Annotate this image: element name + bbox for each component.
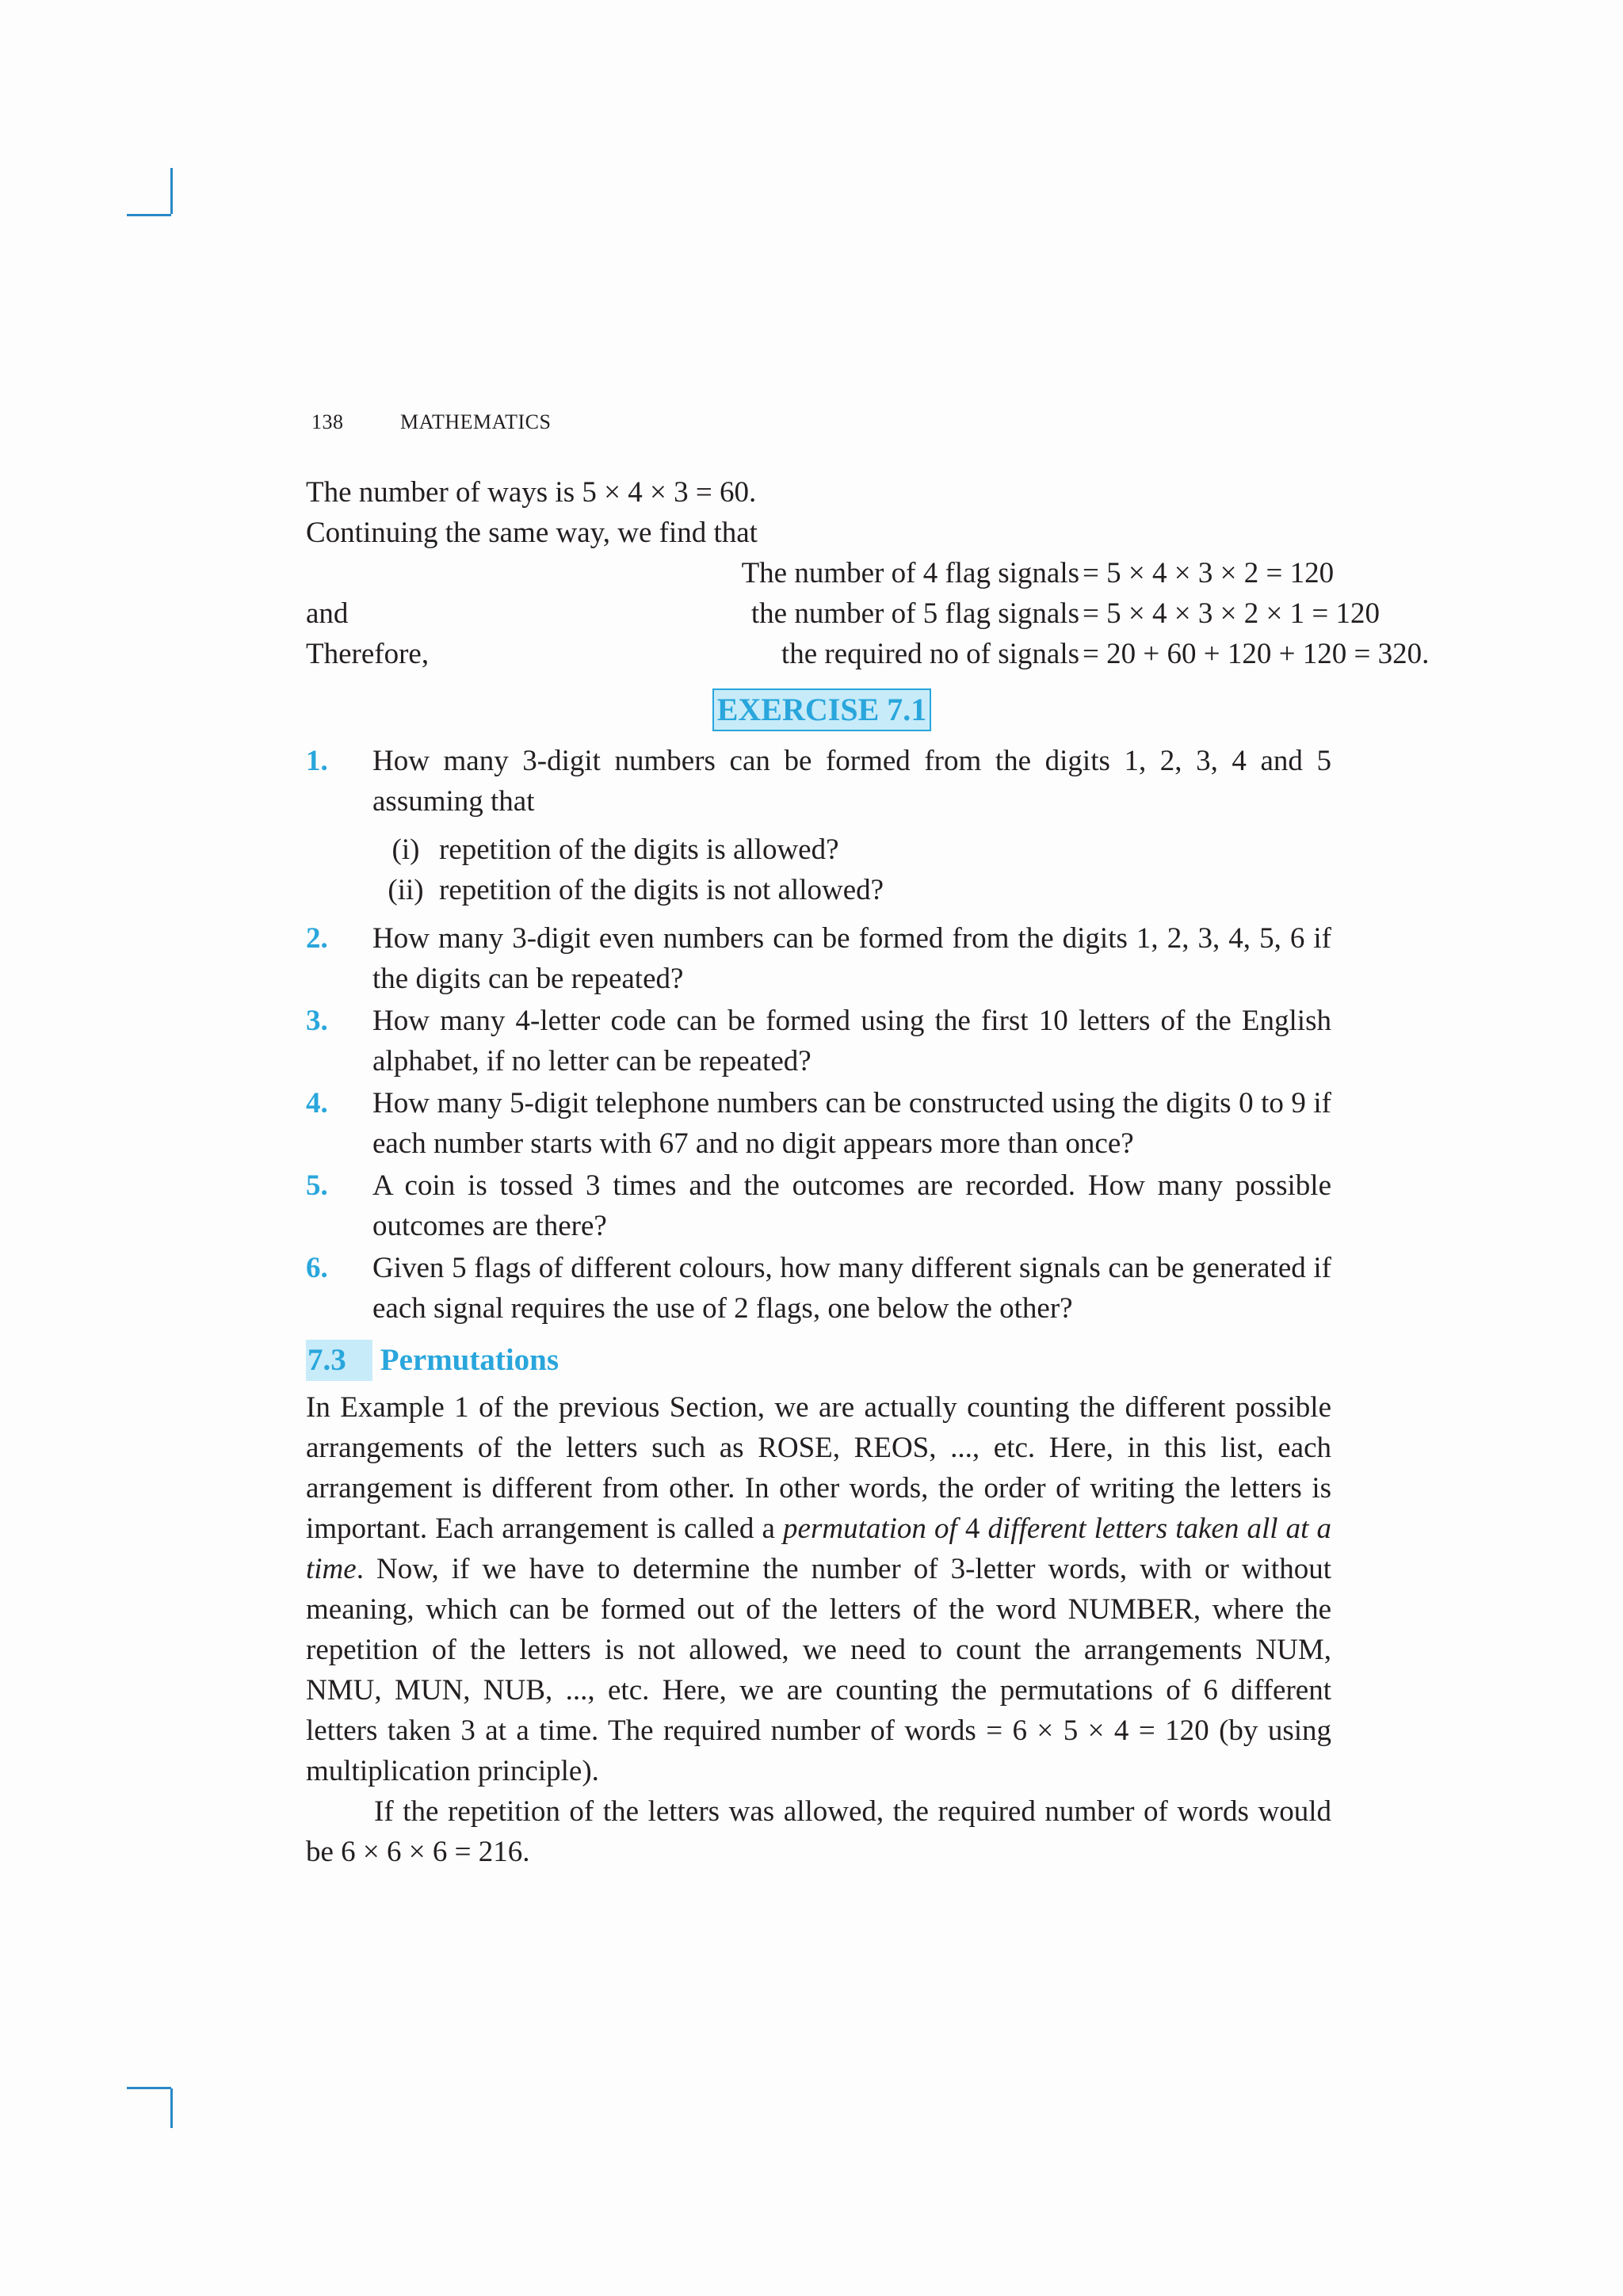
running-head [311,410,551,434]
question-text: A coin is tossed 3 times and the outcomes are recorded. How many possible outcomes are there? [372,1169,1331,1242]
page-content [306,472,1430,1872]
subpart-ii [372,870,1331,910]
exercise-heading-wrap [306,688,1331,731]
question-text: Given 5 flags of different colours, how many different signals can be generated if each signal requires the use of 2 flags, one below the other? [372,1252,1331,1325]
crop-mark-bottom-horizontal [127,2087,171,2089]
question-number: 2. [306,922,328,955]
subpart-i [372,830,1331,870]
book-title: MATHEMATICS [400,410,552,433]
calc-result: = 20 + 60 + 120 + 120 = 320. [1083,638,1430,670]
question-1 [306,741,1331,822]
calc-prefix: and [306,597,349,630]
calc-label: the required no of signals [781,638,1079,670]
question-number: 1. [306,745,328,777]
section-number: 7.3 [306,1340,372,1381]
question-1-subparts [306,830,1331,910]
paragraph-permutations [306,1387,1331,1791]
section-heading [306,1340,1331,1381]
emphasis-text: permutation of [783,1512,957,1545]
calc-label: the number of 5 flag signals [750,597,1079,630]
question-4 [306,1083,1331,1164]
calc-label: The number of 4 flag signals [741,557,1079,589]
subpart-text: repetition of the digits is allowed? [439,833,839,866]
subpart-label: (i) [391,833,420,866]
paragraph-text: 4 [957,1512,988,1545]
calc-result: = 5 × 4 × 3 × 2 = 120 [1083,557,1335,589]
question-3 [306,1001,1331,1081]
subpart-label: (ii) [388,874,424,906]
question-number: 6. [306,1252,328,1284]
section-title: Permutations [380,1343,559,1377]
exercise-title: EXERCISE 7.1 [712,688,932,731]
emphasis-text: different letters taken all at a time [306,1512,1332,1585]
intro-line-1: The number of ways is 5 × 4 × 3 = 60. [306,476,757,509]
calc-prefix: Therefore, [306,638,430,670]
calc-row-total [306,634,1430,674]
question-number: 4. [306,1087,328,1119]
question-text: How many 4-letter code can be formed using the first 10 letters of the English alphabet, if no letter can be repeated? [372,1005,1331,1077]
question-number: 5. [306,1169,328,1202]
paragraph-repetition: If the repetition of the letters was allowed, the required number of words would be 6 × 6 × 6 = 216. [306,1795,1331,1868]
subpart-text: repetition of the digits is not allowed? [439,874,884,906]
question-6 [306,1248,1331,1329]
question-text: How many 3-digit numbers can be formed from the digits 1, 2, 3, 4 and 5 assuming that [372,745,1331,818]
question-2 [306,918,1331,999]
calc-row-4-flags [306,553,1335,593]
crop-mark-top-vertical [170,168,173,214]
question-text: How many 3-digit even numbers can be formed from the digits 1, 2, 3, 4, 5, 6 if the digits can be repeated? [372,922,1331,995]
paragraph-text: . Now, if we have to determine the number of 3-letter words, with or without meaning, which can be formed out of the letters of the word NUMBER, where the repetition of the letters is not allowed, we need to count the arrangements NUM, NMU, MUN, NUB, ..., etc. Here, we are counting the permutations of 6 different letters taken 3 at a time. The required number of words = 6 × 5 × 4 = 120 (by using multiplication principle). [306,1553,1331,1787]
calc-row-5-flags [306,593,1380,634]
crop-mark-top-horizontal [127,214,171,216]
crop-mark-bottom-vertical [170,2088,173,2128]
question-number: 3. [306,1005,328,1037]
paragraph-text: In Example 1 of the previous Section, we are actually counting the different possible arrangements of the letters such as ROSE, REOS, ..., etc. Here, in this list, each arrangement is different from other. In other words, the order of writing the letters is important. Each arrangement is called a [306,1391,1331,1545]
page-number: 138 [311,410,344,433]
intro-line-2: Continuing the same way, we find that [306,517,758,549]
calc-result: = 5 × 4 × 3 × 2 × 1 = 120 [1083,597,1380,630]
question-text: How many 5-digit telephone numbers can be constructed using the digits 0 to 9 if each number starts with 67 and no digit appears more than once? [372,1087,1331,1160]
question-5 [306,1165,1331,1246]
